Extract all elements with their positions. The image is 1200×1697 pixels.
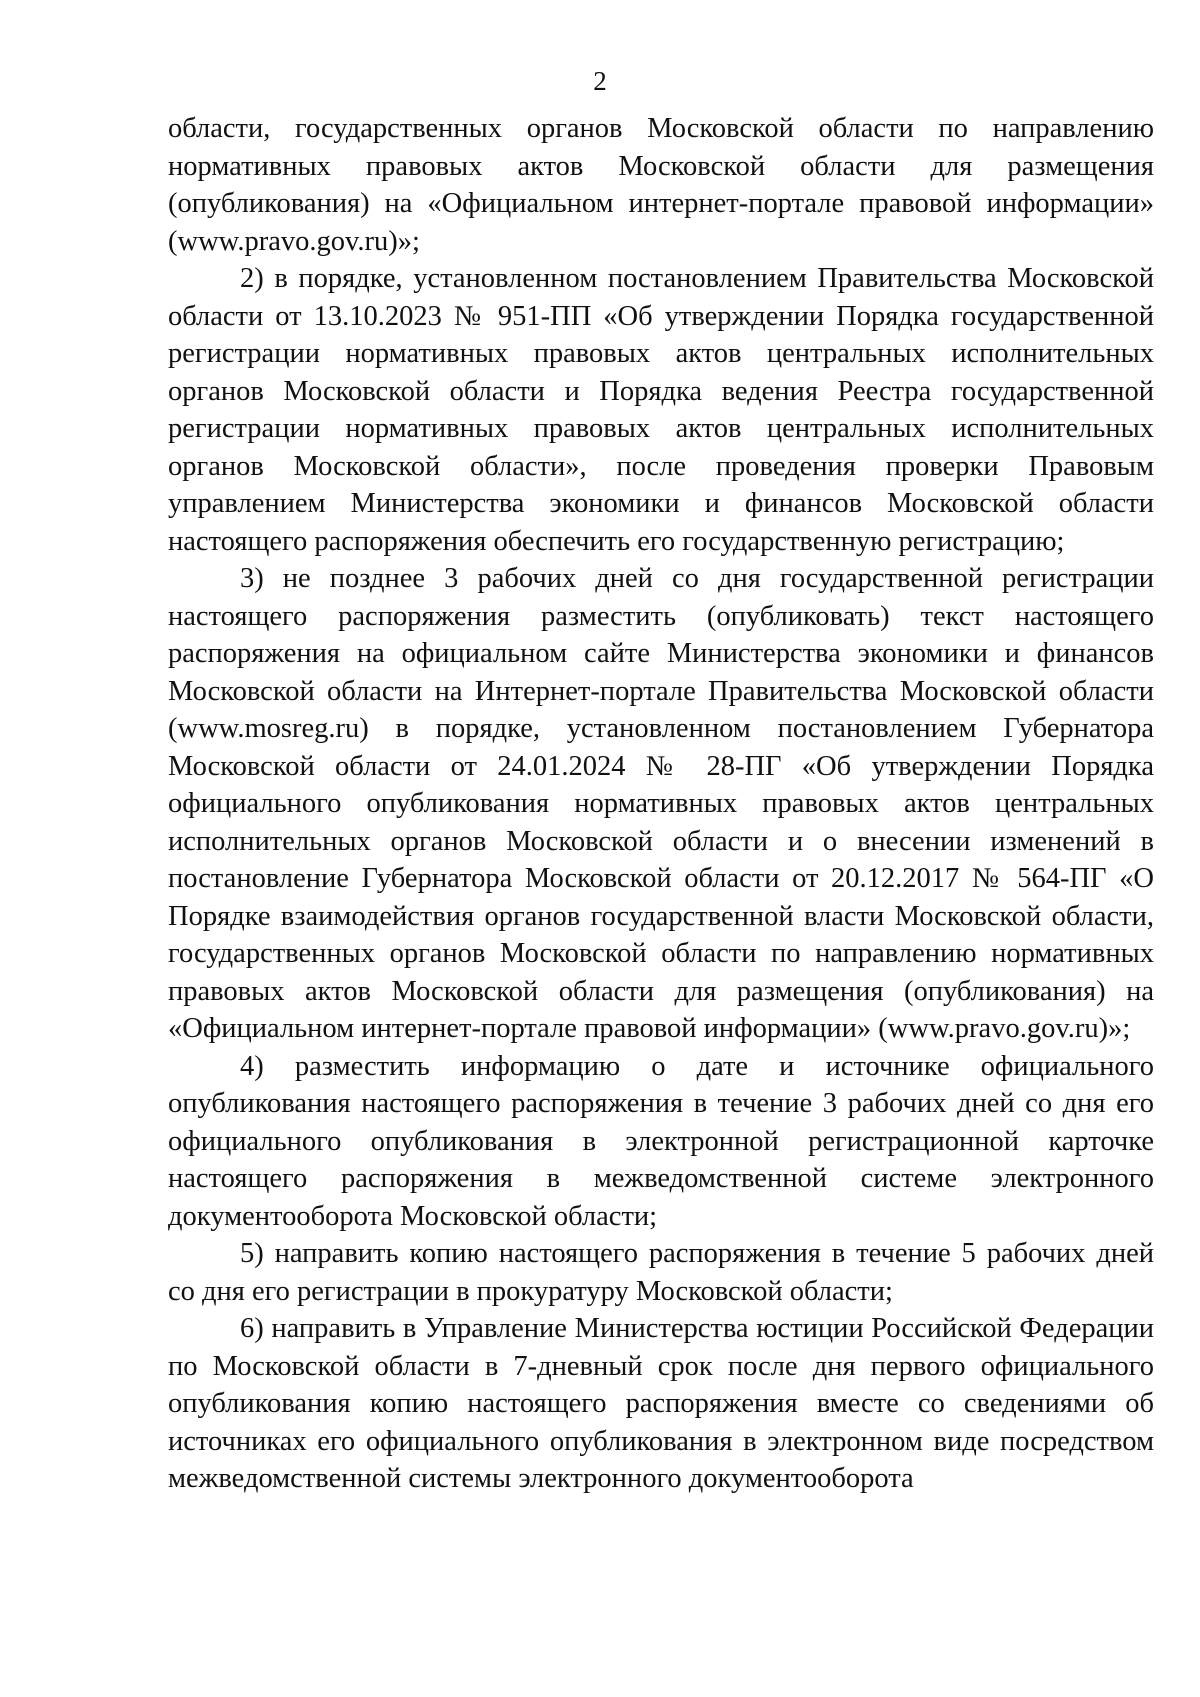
page-number: 2 [593, 66, 607, 96]
paragraph-item-5: 5) направить копию настоящего распоряжения в течение 5 рабочих дней со дня его регистрации в прокуратуру Московской области; [168, 1238, 1154, 1307]
paragraph-item-3: 3) не позднее 3 рабочих дней со дня государственной регистрации настоящего распоряжения разместить (опубликовать) текст настоящего распоряжения на официальном сайте Министерства экономики и финансов Московской области на Интернет-портале Правительства Московской области (www.mosreg.ru) в порядке, установленном постановлением Губернатора Московской области от 24.01.2024 № 28-ПГ «Об утверждении Порядка официального опубликования нормативных правовых актов центральных исполнительных органов Московской области и о внесении изменений в постановление Губернатора Московской области от 20.12.2017 № 564-ПГ «О Порядке взаимодействия органов государственной власти Московской области, государственных органов Московской области по направлению нормативных правовых актов Московской области для размещения (опубликования) на «Официальном интернет-портале правовой информации» (www.pravo.gov.ru)»; [168, 563, 1154, 1044]
document-body [168, 110, 1154, 1498]
paragraph-item-2: 2) в порядке, установленном постановлением Правительства Московской области от 13.10.2023 № 951-ПП «Об утверждении Порядка государственной регистрации нормативных правовых актов центральных исполнительных органов Московской области и Порядка ведения Реестра государственной регистрации нормативных правовых актов центральных исполнительных органов Московской области», после проведения проверки Правовым управлением Министерства экономики и финансов Московской области настоящего распоряжения обеспечить его государственную регистрацию; [168, 263, 1154, 557]
paragraph-continuation: области, государственных органов Московской области по направлению нормативных правовых актов Московской области для размещения (опубликования) на «Официальном интернет-портале правовой информации» (www.pravo.gov.ru)»; [168, 113, 1154, 257]
paragraph-item-4: 4) разместить информацию о дате и источнике официального опубликования настоящего распоряжения в течение 3 рабочих дней со дня его официального опубликования в электронной регистрационной карточке настоящего распоряжения в межведомственной системе электронного документооборота Московской области; [168, 1050, 1154, 1232]
paragraph-item-6: 6) направить в Управление Министерства юстиции Российской Федерации по Московской области в 7-дневный срок после дня первого официального опубликования копию настоящего распоряжения вместе со сведениями об источниках его официального опубликования в электронном виде посредством межведомственной системы электронного документооборота [168, 1313, 1154, 1494]
